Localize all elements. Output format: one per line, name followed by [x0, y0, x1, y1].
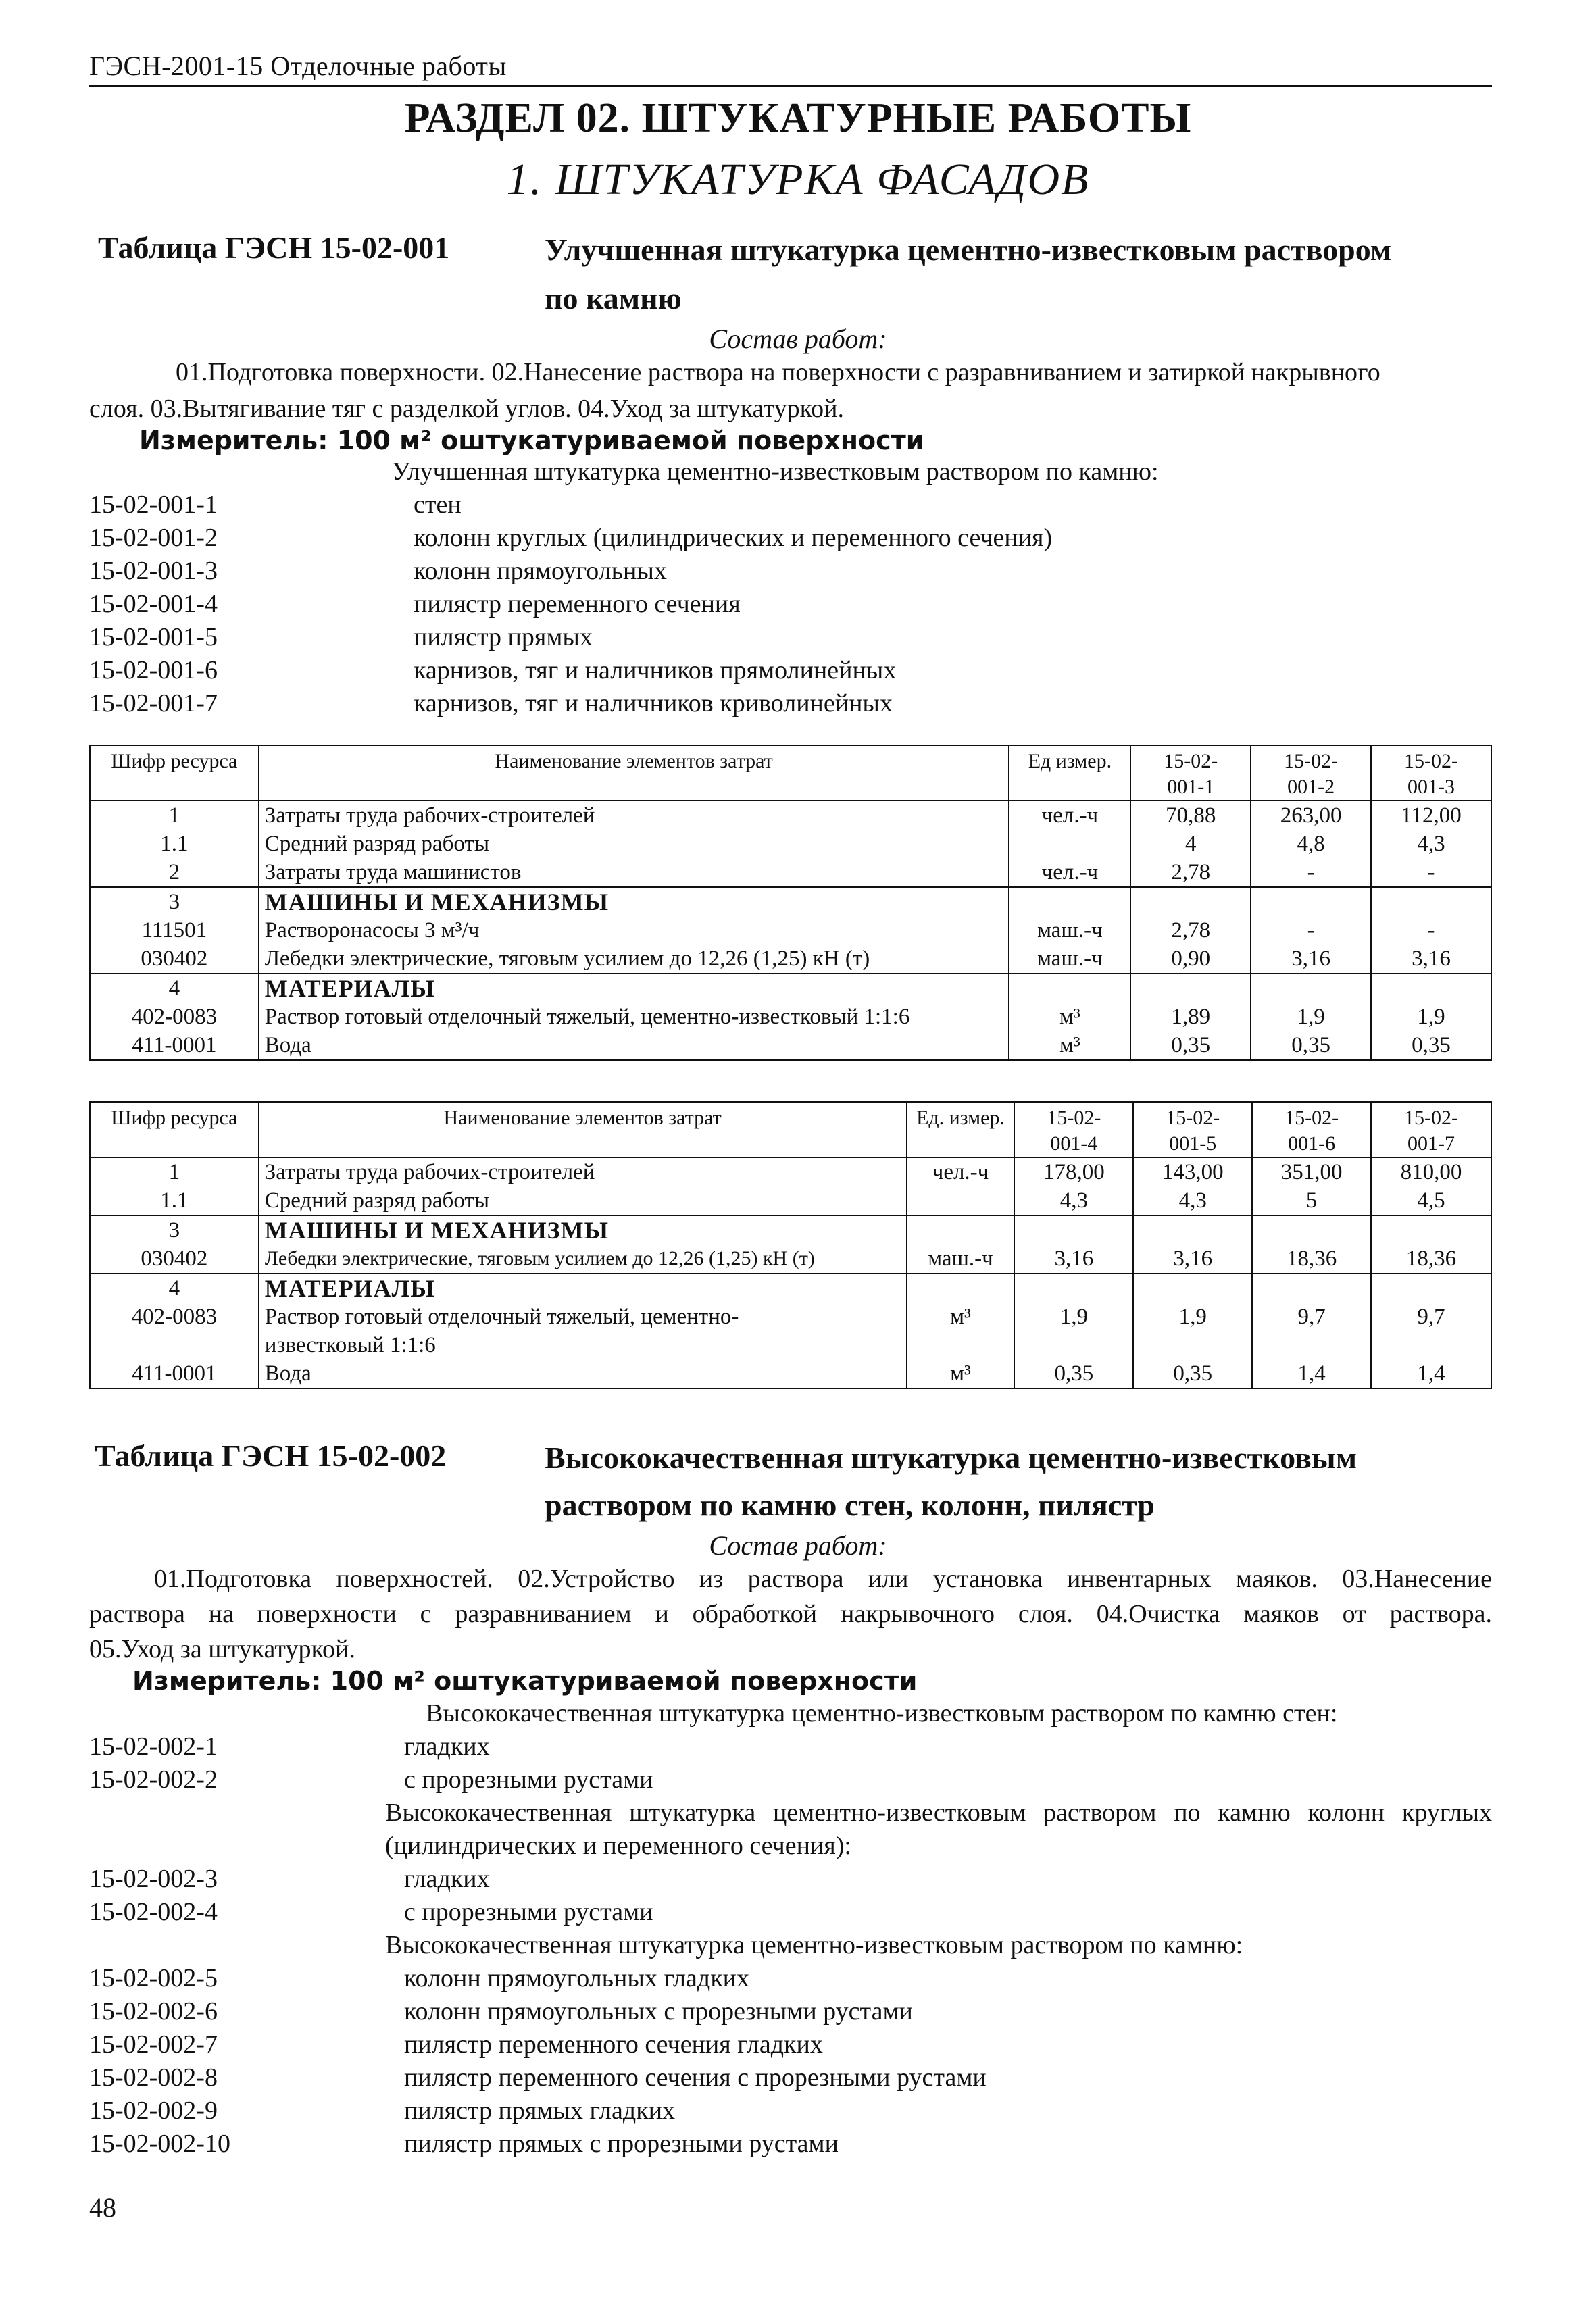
table2-composition-heading: Состав работ:: [709, 1530, 887, 1561]
col-header-resource-code: Шифр ресурса: [90, 1102, 259, 1157]
table2-composition-line2: раствора на поверхности с разравниванием и обработкой накрывочного слоя. 04.Очистка маяков от раствора.: [89, 1600, 1492, 1628]
col-header-norm-4: 15-02- 001-4: [1014, 1102, 1133, 1157]
list-item: 15-02-001-7 карнизов, тяг и наличников криволинейных: [89, 689, 893, 718]
table1-composition-line2: слоя. 03.Вытягивание тяг с разделкой углов. 04.Уход за штукатуркой.: [89, 395, 845, 423]
table1-unit-of-measure: Измеритель: 100 м² оштукатуриваемой поверхности: [139, 426, 924, 455]
list-item: 15-02-001-6 карнизов, тяг и наличников прямолинейных: [89, 656, 897, 684]
table-header-row: [90, 1102, 1491, 1157]
table1-title-line1: Улучшенная штукатурка цементно-известковым раствором: [545, 232, 1392, 267]
running-header: ГЭСН-2001-15 Отделочные работы: [89, 51, 507, 81]
table-header-row: [90, 745, 1491, 801]
table2-unit-of-measure: Измеритель: 100 м² оштукатуриваемой поверхности: [132, 1666, 918, 1696]
col-header-norm-3: 15-02- 001-3: [1371, 745, 1491, 801]
col-header-unit: Ед измер.: [1009, 745, 1130, 801]
section-title: РАЗДЕЛ 02. ШТУКАТУРНЫЕ РАБОТЫ: [404, 95, 1192, 141]
list-item: 15-02-001-5 пилястр прямых: [89, 623, 593, 651]
table-row: 1 1.1 Затраты труда рабочих-строителей Средний разряд работы чел.-ч 178,00 4,3 143,00 4,3 351,00 5 810,00 4,5: [90, 1157, 1491, 1215]
list-item: 15-02-002-4 с прорезными рустами: [89, 1898, 653, 1926]
table-row: 4 402-0083 411-0001 МАТЕРИАЛЫ Раствор готовый отделочный тяжелый, цементно-известковый 1:1:6 Вода м³ м³ 1,89 0,35 1,9 0,35 1,9 0,35: [90, 974, 1491, 1060]
list-item: 15-02-001-1 стен: [89, 491, 462, 519]
table2-work-list: [89, 1697, 1492, 2161]
table1-composition-heading: Состав работ:: [709, 324, 887, 354]
list-item: 15-02-002-9 пилястр прямых гладких: [89, 2096, 676, 2125]
table-row: 4 402-0083 411-0001 МАТЕРИАЛЫ Раствор готовый отделочный тяжелый, цементно- известковый 1:1:6 Вода м³ м³ 1,9 0,35 1,9 0,35 9,7 1,4 9,7 1,4: [90, 1274, 1491, 1388]
table-row: 1 1.1 2 Затраты труда рабочих-строителей Средний разряд работы Затраты труда машинистов чел.-ч чел.-ч 70,88 4 2,78 263,00 4,8 - 112,00 4,3 -: [90, 801, 1491, 887]
resource-table-2: [89, 1101, 1492, 1389]
page-number: 48: [89, 2192, 116, 2223]
chapter-title: 1. ШТУКАТУРКА ФАСАДОВ: [506, 155, 1090, 204]
table2-composition-line1: 01.Подготовка поверхностей. 02.Устройство из раствора или установка инвентарных маяков. 03.Нанесение: [154, 1565, 1492, 1593]
table1-list-intro: Улучшенная штукатурка цементно-известковым раствором по камню:: [392, 457, 1159, 486]
table-row: 3 030402 МАШИНЫ И МЕХАНИЗМЫ Лебедки электрические, тяговым усилием до 12,26 (1,25) кН (т) маш.-ч 3,16 3,16 18,36 18,36: [90, 1215, 1491, 1274]
list-item: 15-02-002-8 пилястр переменного сечения с прорезными рустами: [89, 2063, 987, 2092]
col-header-cost-element: Наименование элементов затрат: [259, 745, 1009, 801]
list-item: 15-02-001-3 колонн прямоугольных: [89, 557, 667, 585]
table1-title-line2: по камню: [545, 281, 682, 316]
table2-list-intro-1: Высококачественная штукатурка цементно-известковым раствором по камню стен:: [426, 1699, 1338, 1728]
resource-table-1: [89, 745, 1492, 1061]
list-item: 15-02-002-1 гладких: [89, 1732, 490, 1761]
col-header-cost-element: Наименование элементов затрат: [259, 1102, 907, 1157]
list-item: 15-02-002-5 колонн прямоугольных гладких: [89, 1964, 749, 1992]
table2-title-line1: Высококачественная штукатурка цементно-известковым: [545, 1440, 1357, 1475]
list-item: 15-02-002-6 колонн прямоугольных с прорезными рустами: [89, 1997, 913, 2026]
table2-list-intro-2: Высококачественная штукатурка цементно-известковым раствором по камню колонн круглых: [385, 1799, 1492, 1827]
list-item: 15-02-002-7 пилястр переменного сечения гладких: [89, 2030, 823, 2059]
table2-list-intro-3: Высококачественная штукатурка цементно-известковым раствором по камню:: [385, 1931, 1243, 1959]
table1-composition-line1: 01.Подготовка поверхности. 02.Нанесение раствора на поверхности с разравниванием и затиркой накрывного: [176, 358, 1380, 386]
table1-work-list: [89, 455, 1492, 720]
col-header-resource-code: Шифр ресурса: [90, 745, 259, 801]
col-header-norm-6: 15-02- 001-6: [1252, 1102, 1371, 1157]
table-row: 3 111501 030402 МАШИНЫ И МЕХАНИЗМЫ Растворонасосы 3 м³/ч Лебедки электрические, тяговым усилием до 12,26 (1,25) кН (т) маш.-ч маш.-ч 2,78 0,90 - 3,16 - 3,16: [90, 887, 1491, 974]
table2-ref: Таблица ГЭСН 15-02-002: [95, 1438, 447, 1473]
col-header-unit: Ед. измер.: [907, 1102, 1015, 1157]
table2-title-line2: раствором по камню стен, колонн, пилястр: [545, 1488, 1155, 1522]
col-header-norm-1: 15-02- 001-1: [1130, 745, 1251, 801]
list-item: 15-02-001-4 пилястр переменного сечения: [89, 590, 741, 618]
list-item: 15-02-002-10 пилястр прямых с прорезными рустами: [89, 2130, 839, 2158]
list-item: 15-02-002-2 с прорезными рустами: [89, 1765, 653, 1794]
col-header-norm-7: 15-02- 001-7: [1371, 1102, 1491, 1157]
col-header-norm-5: 15-02- 001-5: [1133, 1102, 1252, 1157]
header-divider: [89, 85, 1492, 87]
table2-list-intro-2b: (цилиндрических и переменного сечения):: [385, 1832, 851, 1860]
list-item: 15-02-001-2 колонн круглых (цилиндрических и переменного сечения): [89, 524, 1053, 552]
list-item: 15-02-002-3 гладких: [89, 1865, 490, 1893]
table2-composition-line3: 05.Уход за штукатуркой.: [89, 1635, 355, 1663]
table1-ref: Таблица ГЭСН 15-02-001: [98, 230, 450, 265]
col-header-norm-2: 15-02- 001-2: [1251, 745, 1371, 801]
